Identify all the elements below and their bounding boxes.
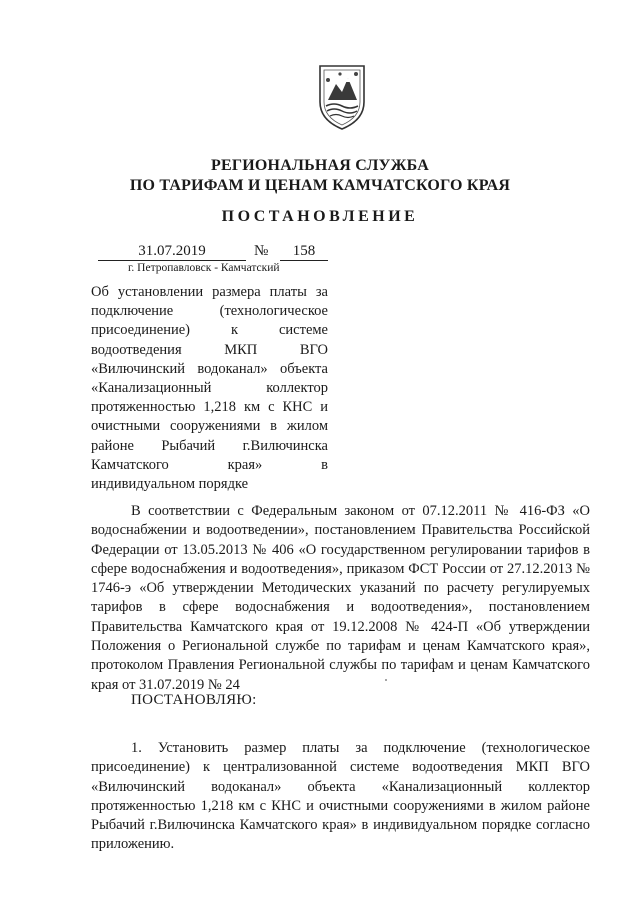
document-city: г. Петропавловск - Камчатский	[128, 262, 280, 274]
organization-name-line2: ПО ТАРИФАМ И ЦЕНАМ КАМЧАТСКОГО КРАЯ	[129, 177, 511, 194]
document-type-title: ПОСТАНОВЛЕНИЕ	[221, 208, 419, 225]
document-number: 158	[280, 243, 328, 261]
document-subject-last-line: индивидуальном порядке	[91, 476, 249, 493]
kamchatka-coat-of-arms-icon	[316, 62, 368, 132]
scan-speck	[385, 679, 387, 681]
document-date: 31.07.2019	[98, 243, 246, 261]
document-subject	[91, 283, 328, 494]
decree-heading: ПОСТАНОВЛЯЮ:	[131, 692, 257, 708]
organization-name-line1: РЕГИОНАЛЬНАЯ СЛУЖБА	[211, 157, 429, 174]
preamble-paragraph: В соответствии с Федеральным законом от 07.12.2011 № 416-ФЗ «О водоснабжении и водоотведении», постановлением Правительства Российской Федерации от 13.05.2013 № 406 «О государственном регулировании тарифов в сфере водоснабжения и водоотведения», приказом ФСТ России от 27.12.2013 № 1746-э «Об утверждении Методических указаний по расчету регулируемых тарифов в сфере водоснабжения и водоотведения», постановлением Правительства Камчатского края от 19.12.2008 № 424-П «Об утверждении Положения о Региональной службе по тарифам и ценам Камчатского края», протоколом Правления Региональной службы по тарифам и ценам Камчатского края от 31.07.2019 № 24	[91, 503, 590, 693]
decree-item-1: 1. Установить размер платы за подключение (технологическое присоединение) к централизованной системе водоотведения МКП ВГО «Вилючинский водоканал» объекта «Канализационный коллектор протяженностью 1,218 км с КНС и очистными сооружениями в жилом районе Рыбачий г.Вилючинска Камчатского края» в индивидуальном порядке согласно приложению.	[91, 740, 590, 853]
document-subject-main: Об установлении размера платы за подключение (технологическое присоединение) к системе водоотведения МКП ВГО «Вилючинский водоканал» объекта «Канализационный коллектор протяженностью 1,218 км с КНС и очистными сооружениями в жилом районе Рыбачий г.Вилючинска Камчатского края» в	[91, 284, 328, 473]
number-sign: №	[254, 243, 269, 259]
